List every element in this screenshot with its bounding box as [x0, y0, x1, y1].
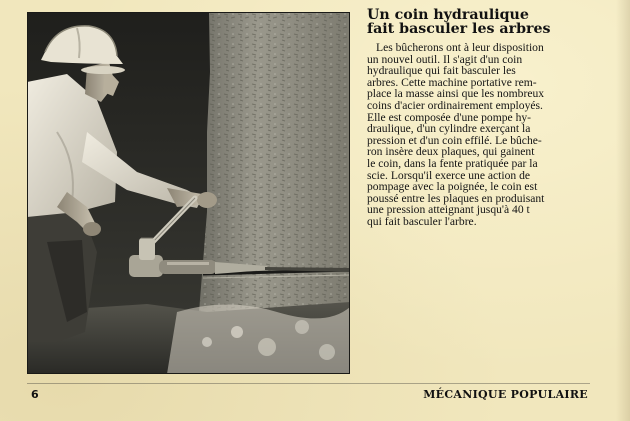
body-line: poussé entre les plaques en produisant: [367, 191, 545, 205]
body-line: arbres. Cette machine portative rem-: [367, 75, 537, 89]
article-body: [367, 42, 589, 228]
page-number: 6: [31, 388, 39, 401]
footer-divider: [27, 383, 590, 384]
body-line: ron insère deux plaques, qui gainent: [367, 145, 535, 159]
body-line: place la masse ainsi que les nombreux: [367, 87, 545, 101]
body-line: hydraulique qui fait basculer les: [367, 64, 516, 78]
magazine-name: MÉCANIQUE POPULAIRE: [423, 388, 588, 401]
article: [367, 8, 589, 228]
body-line: coins d'acier ordinairement employés.: [367, 98, 543, 112]
body-line: un nouvel outil. Il s'agit d'un coin: [367, 52, 523, 66]
body-line: scie. Lorsqu'il exerce une action de: [367, 168, 531, 182]
body-line: pompage avec la poignée, le coin est: [367, 180, 538, 194]
body-line: Elle est composée d'une pompe hy-: [367, 110, 532, 124]
body-line: Les bûcherons ont à leur disposition: [376, 41, 544, 54]
article-headline: [367, 8, 589, 36]
headline-line: Un coin hydraulique: [367, 7, 529, 23]
headline-line: fait basculer les arbres: [367, 21, 551, 37]
body-line: qui fait basculer l'arbre.: [367, 214, 477, 228]
body-line: le coin, dans la fente pratiquée par la: [367, 156, 538, 170]
lumberjack-photo: [27, 12, 350, 374]
body-line: une pression atteignant jusqu'à 40 t: [367, 203, 530, 217]
body-line: pression et d'un coin effilé. Le bûche-: [367, 133, 542, 147]
body-line: draulique, d'un cylindre exerçant la: [367, 122, 531, 136]
page-fold-shadow: [616, 0, 630, 421]
